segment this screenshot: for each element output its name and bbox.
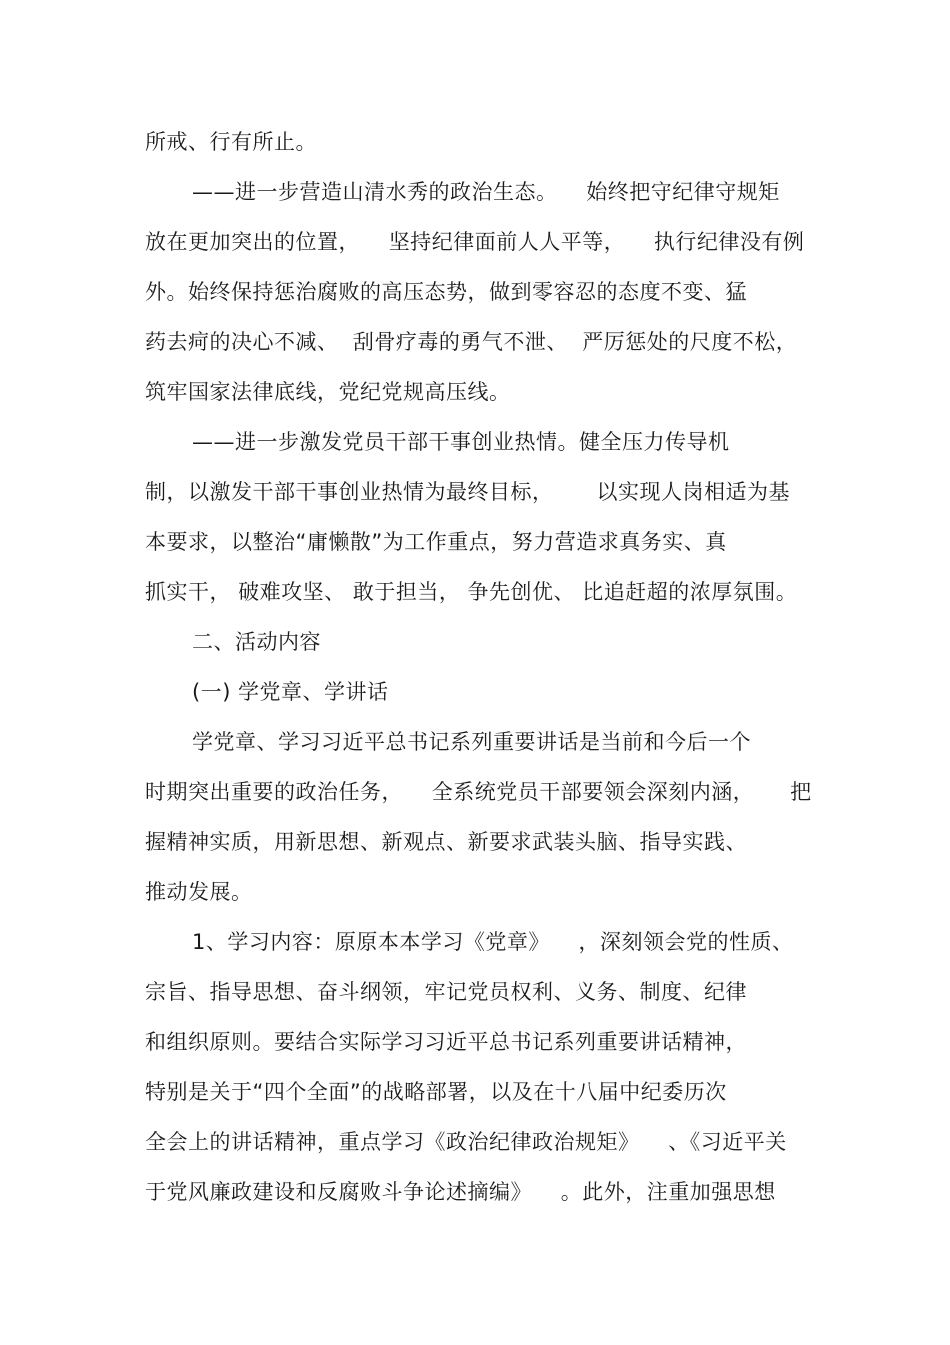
- text-line: 筑牢国家法律底线，党纪党规高压线。: [145, 380, 511, 404]
- text-line: 推动发展。: [145, 880, 253, 904]
- text-line: 抓实干， 破难攻坚、 敢于担当， 争先创优、 比追赶超的浓厚氛围。: [145, 580, 798, 604]
- text-line: ——进一步营造山清水秀的政治生态。 始终把守纪律守规矩: [192, 180, 780, 204]
- text-line: 外。始终保持惩治腐败的高压态势，做到零容忍的态度不变、猛: [145, 280, 747, 304]
- text-line: 1、学习内容：原原本本学习《党章》 ，深刻领会党的性质、: [192, 930, 794, 954]
- text-line: 特别是关于“四个全面”的战略部署，以及在十八届中纪委历次: [145, 1080, 727, 1104]
- text-line: 所戒、行有所止。: [145, 130, 317, 154]
- text-line: ——进一步激发党员干部干事创业热情。健全压力传导机: [192, 430, 730, 454]
- text-line: 学党章、学习习近平总书记系列重要讲话是当前和今后一个: [192, 730, 751, 754]
- text-line: 握精神实质，用新思想、新观点、新要求武装头脑、指导实践、: [145, 830, 747, 854]
- text-line: 宗旨、指导思想、奋斗纲领，牢记党员权利、义务、制度、纪律: [145, 980, 747, 1004]
- text-line: 制，以激发干部干事创业热情为最终目标， 以实现人岗相适为基: [145, 480, 791, 504]
- text-line: 于党风廉政建设和反腐败斗争论述摘编》 。此外，注重加强思想: [145, 1180, 776, 1204]
- text-line: 放在更加突出的位置， 坚持纪律面前人人平等， 执行纪律没有例: [145, 230, 805, 254]
- text-line: 药去疴的决心不减、 刮骨疗毒的勇气不泄、 严厉惩处的尺度不松，: [145, 330, 798, 354]
- text-line: 时期突出重要的政治任务， 全系统党员干部要领会深刻内涵， 把: [145, 780, 812, 804]
- text-line: 全会上的讲话精神，重点学习《政治纪律政治规矩》 、《习近平关: [145, 1130, 787, 1154]
- text-line: 本要求，以整治“庸懒散”为工作重点，努力营造求真务实、真: [145, 530, 727, 554]
- text-line: 和组织原则。要结合实际学习习近平总书记系列重要讲话精神，: [145, 1030, 747, 1054]
- section-heading: 二、活动内容: [192, 630, 321, 654]
- subsection-heading: (一) 学党章、学讲话: [192, 680, 389, 704]
